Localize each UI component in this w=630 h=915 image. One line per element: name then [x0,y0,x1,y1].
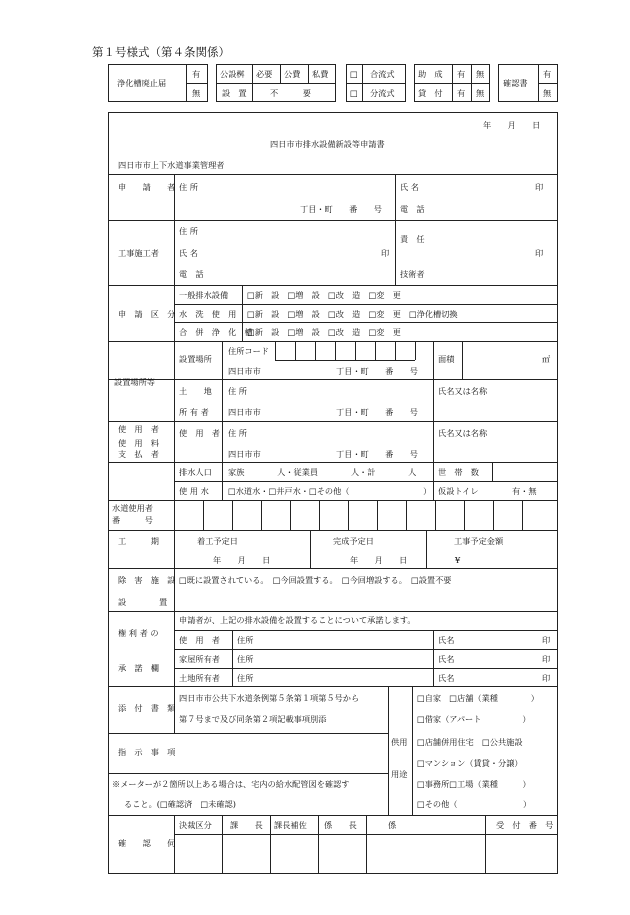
removal-label-2: 設 置 [118,597,168,607]
user-label-2: 使 用 料 [118,438,159,448]
instructions-label: 指 示 事 項 [118,747,176,757]
approval-col-kakari: 係 [388,820,397,830]
applicant-phone-label: 電 話 [400,204,425,214]
fuyou[interactable]: 不 要 [270,88,311,98]
contractor-name-label: 氏 名 [179,248,198,258]
contractor-phone-label: 電 話 [179,269,204,279]
applicant-name-label: 氏 名 [400,182,419,192]
kouhi[interactable]: 公費 [284,69,301,79]
consent-house-addr: 住所 [237,654,254,664]
water-options[interactable]: □水道水・□井戸水・□その他（ ） [228,486,432,496]
kakunin-label: 確認書 [503,78,528,88]
consent-label-2: 承 諾 欄 [118,663,159,673]
toilet-options[interactable]: 有・無 [512,486,537,496]
usage-opt-1[interactable]: □自家 □店舗（業種 ） [417,693,539,703]
approval-col-hosa: 課長補佐 [274,820,307,830]
category-septic-label: 合 併 浄 化 槽 [179,327,253,337]
usage-opt-6[interactable]: □その他（ ） [417,799,532,809]
contractor-seal: 印 [381,248,390,258]
josei-yes[interactable]: 有 [457,69,466,79]
applicant-label: 申 請 者 [118,182,176,192]
consent-house-seal: 印 [542,654,551,664]
user-name-label: 氏名又は名称 [438,428,488,438]
consent-user-seal: 印 [542,635,551,645]
user-address-label: 住 所 [228,428,247,438]
family-count[interactable]: 家族 人・従業員 人・計 人 [228,467,417,477]
josei-label: 助 成 [418,69,443,79]
contractor-label: 工事施工者 [118,248,159,258]
cost-yen[interactable]: ¥ [455,555,461,565]
households-label: 世 帯 数 [438,467,479,477]
removal-options[interactable]: □既に設置されている。 □今回設置する。 □今回増設する。 □設置不要 [179,575,452,585]
address-code-label: 住所コード [228,346,269,356]
approval-label: 確 認 伺 [118,838,176,848]
consent-land-role: 土地所有者 [179,673,220,683]
usage-label-2: 用途 [391,769,408,779]
category-flush-options[interactable]: □新 設 □増 設 □改 造 □変 更 □浄化槽切換 [247,309,458,319]
place-label: 設置場所 [179,354,212,364]
applicant-address-label: 住 所 [179,182,198,192]
hitsuyou[interactable]: 必要 [256,69,273,79]
jokaso-yes[interactable]: 有 [192,69,201,79]
consent-user-name: 氏名 [438,635,455,645]
contractor-address-label: 住 所 [179,226,198,236]
area-label: 面積 [438,354,455,364]
consent-house-name: 氏名 [438,654,455,664]
consent-land-addr: 住所 [237,673,254,683]
user-label-3: 支 払 者 [118,449,159,459]
period-label: 工 期 [118,536,159,546]
land-city: 四日市市 [228,407,261,417]
approval-col-kacho: 課 長 [230,820,263,830]
consent-house-role: 家屋所有者 [179,654,220,664]
kakunin-yes[interactable]: 有 [543,69,552,79]
start-date-label: 着工予定日 [197,536,238,546]
meter-note-1: ※メーターが２箇所以上ある場合は、宅内の給水配管図を確認す [112,779,350,789]
toilet-label: 仮設トイレ [438,486,479,496]
start-date[interactable]: 年 月 日 [213,555,271,565]
secchi-label: 設 置 [222,88,247,98]
form-number: 第１号様式（第４条関係） [92,45,230,59]
usage-opt-2[interactable]: □借家（アパート ） [417,714,531,724]
category-flush-label: 水 洗 使 用 [179,309,237,319]
engineer-label: 技術者 [400,269,425,279]
end-date[interactable]: 年 月 日 [350,555,408,565]
land-chome: 丁目・町 番 号 [336,407,418,417]
land-label-1: 土 地 [179,386,212,396]
consent-land-seal: 印 [542,673,551,683]
bunryu-label: 分流式 [370,88,395,98]
kakunin-no[interactable]: 無 [543,88,552,98]
engineer-seal: 印 [535,248,544,258]
addressee: 四日市市上下水道事業管理者 [118,160,225,170]
applicant-seal: 印 [535,182,544,192]
usage-label-1: 供用 [391,737,408,747]
location-label: 設置場所等 [114,377,155,387]
user-label-1: 使 用 者 [118,424,159,434]
attach-label: 添 付 書 類 [118,703,176,713]
cost-label: 工事予定金額 [454,536,504,546]
area-unit: ㎡ [542,354,551,364]
jokaso-label: 浄化槽廃止届 [117,78,167,88]
consent-label-1: 権 利 者 の [118,628,159,638]
koukyou-label: 公設桝 [220,69,245,79]
place-city: 四日市市 [228,366,261,376]
user-label-inner: 使 用 者 [179,428,220,438]
category-general-options[interactable]: □新 設 □増 設 □改 造 □変 更 [247,290,401,300]
applicant-chome: 丁目・町 番 号 [300,204,382,214]
bunryu-check[interactable]: □ [350,88,358,98]
taifu-yes[interactable]: 有 [457,88,466,98]
category-label: 申 請 区 分 [118,309,176,319]
meter-note-2[interactable]: ること。(□確認済 □未確認) [124,799,236,809]
taifu-no[interactable]: 無 [476,88,485,98]
user-chome: 丁目・町 番 号 [336,449,418,459]
consent-land-name: 氏名 [438,673,455,683]
usage-opt-4[interactable]: □マンション（賃貸・分譲） [417,758,523,768]
josei-no[interactable]: 無 [476,69,485,79]
consent-statement: 申請者が、上記の排水設備を設置することについて承諾します。 [179,615,416,625]
user-city: 四日市市 [228,449,261,459]
taifu-label: 貸 付 [418,88,443,98]
drain-pop-label: 排水人口 [179,467,212,477]
attach-line1: 四日市市公共下水道条例第５条第１項第５号から [179,693,360,703]
land-owner-name-label: 氏名又は名称 [438,386,488,396]
consent-user-role: 使 用 者 [179,635,220,645]
gouryu-check[interactable]: □ [350,69,358,79]
consent-user-addr: 住所 [237,635,254,645]
responsible-label: 責 任 [400,234,425,244]
removal-label-1: 除 害 施 設 [118,575,176,585]
water-no-label-2: 番 号 [112,515,153,525]
usage-opt-5[interactable]: □事務所□工場（業種 ） [417,779,531,789]
category-septic-options[interactable]: □新 設 □増 設 □改 造 □変 更 [247,327,401,337]
approval-col-kubun: 決裁区分 [179,820,212,830]
shihi[interactable]: 私費 [312,69,329,79]
land-address-label: 住 所 [228,386,247,396]
approval-col-kakaricho: 係 長 [324,820,357,830]
category-general-label: 一般排水設備 [179,290,229,300]
gouryu-label: 合流式 [370,69,395,79]
receipt-number-label: 受 付 番 号 [496,820,554,830]
water-label: 使 用 水 [179,486,209,496]
application-date[interactable]: 年 月 日 [483,120,541,130]
place-chome: 丁目・町 番 号 [336,366,418,376]
end-date-label: 完成予定日 [333,536,374,546]
attach-line2: 第７号まで及び同条第２項記載事項別添 [179,714,327,724]
usage-opt-3[interactable]: □店舗併用住宅 □公共施設 [417,737,523,747]
land-label-2: 所 有 者 [179,407,209,417]
water-no-label-1: 水道使用者 [112,503,153,513]
jokaso-no[interactable]: 無 [192,88,201,98]
form-title: 四日市市排水設備新設等申請書 [270,139,385,149]
